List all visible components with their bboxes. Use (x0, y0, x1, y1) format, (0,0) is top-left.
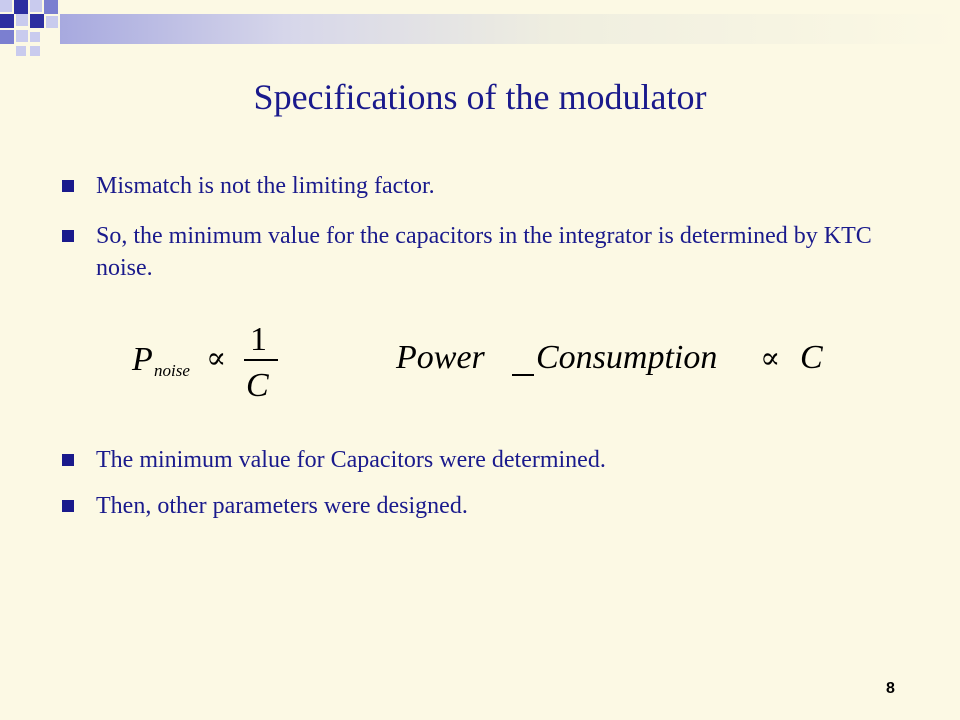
power-equation (395, 339, 823, 376)
eq-numerator: 1 (250, 321, 267, 358)
proportional-symbol: ∝ (760, 341, 781, 376)
eq-denominator: C (246, 367, 269, 404)
eq-rhs: C (800, 339, 823, 376)
bullet-text: Mismatch is not the limiting factor. (96, 173, 435, 199)
bullet-text: The minimum value for Capacitors were determined. (96, 447, 606, 473)
eq-power: Power (396, 339, 485, 376)
proportional-symbol: ∝ (206, 341, 227, 376)
bullet-text: So, the minimum value for the capacitors in the integrator is determined by KTC noise. (96, 223, 872, 281)
slide-title: Specifications of the modulator (253, 77, 707, 117)
eq-var-p: P (132, 341, 153, 378)
eq-subscript-noise: noise (154, 361, 190, 380)
bullet-text: Then, other parameters were designed. (96, 493, 468, 519)
eq-consumption: Consumption (536, 339, 718, 376)
noise-equation (131, 321, 278, 404)
page-number: 8 (886, 680, 895, 697)
